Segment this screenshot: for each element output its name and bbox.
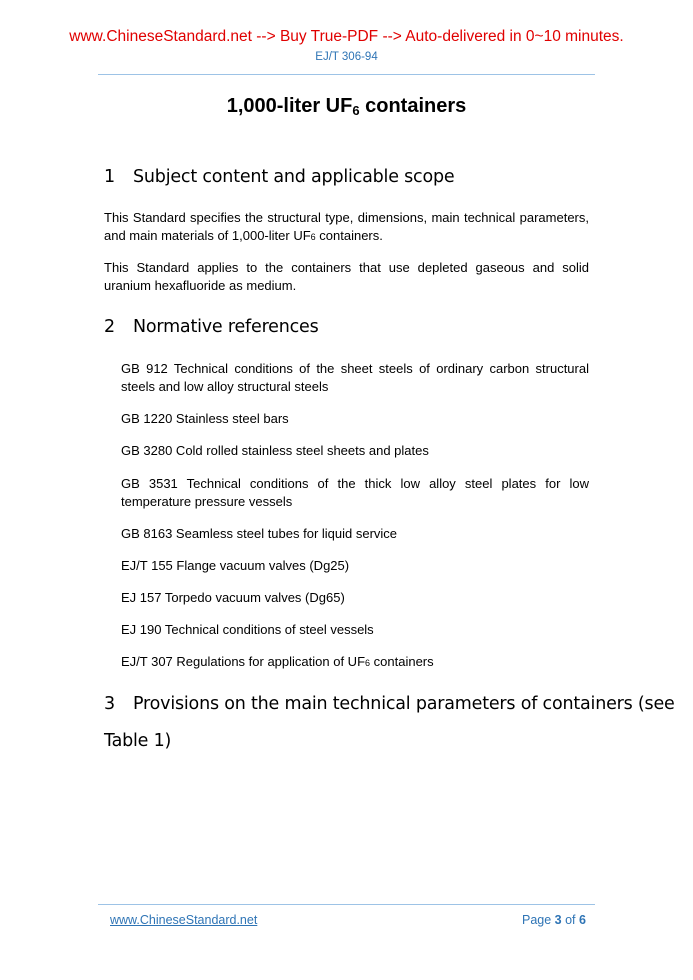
- document-number: EJ/T 306-94: [315, 51, 378, 63]
- reference-item-last: [121, 653, 589, 672]
- header-divider: [98, 74, 595, 75]
- reference-item: GB 8163 Seamless steel tubes for liquid service: [121, 526, 398, 541]
- section-1-title: Subject content and applicable scope: [133, 167, 455, 187]
- section-3-title-line1: Provisions on the main technical parameters of containers (see: [133, 694, 675, 714]
- header-banner[interactable]: www.ChineseStandard.net --> Buy True-PDF --> Auto-delivered in 0~10 minutes.: [69, 28, 624, 45]
- section-3-heading-continued: Table 1): [104, 731, 172, 751]
- section-2-title: Normative references: [133, 317, 319, 337]
- section-2-heading: [104, 317, 319, 337]
- last-ref-subscript: 6: [365, 658, 371, 668]
- footer-link[interactable]: www.ChineseStandard.net: [110, 913, 258, 927]
- reference-item: EJ 157 Torpedo vacuum valves (Dg65): [121, 590, 345, 605]
- page-title: [0, 95, 693, 118]
- last-ref-text: EJ/T 307 Regulations for application of UF: [121, 654, 366, 669]
- section-1-paragraph-2: This Standard applies to the containers that use depleted gaseous and solid uranium hexafluoride as medium.: [104, 260, 589, 293]
- page-total: 6: [579, 913, 586, 927]
- title-text-before: 1,000-liter UF: [226, 95, 353, 117]
- page-prefix: Page: [522, 913, 555, 927]
- section-1-number: 1: [104, 167, 115, 187]
- last-ref-text-end: containers: [370, 654, 434, 669]
- section-3-number: 3: [104, 694, 115, 714]
- para1-text-end: containers.: [315, 228, 383, 243]
- para1-text: This Standard specifies the structural type, dimensions, main technical parameters, and main materials of 1,000-liter UF: [104, 210, 589, 243]
- section-2-number: 2: [104, 317, 115, 337]
- page-separator: of: [561, 913, 579, 927]
- reference-item: EJ 190 Technical conditions of steel vessels: [121, 622, 374, 637]
- reference-item: GB 3531 Technical conditions of the thick low alloy steel plates for low temperature pressure vessels: [121, 476, 589, 509]
- reference-item: GB 3280 Cold rolled stainless steel sheets and plates: [121, 443, 429, 458]
- para1-subscript: 6: [310, 232, 316, 242]
- reference-item: EJ/T 155 Flange vacuum valves (Dg25): [121, 558, 350, 573]
- title-subscript: 6: [352, 103, 360, 118]
- footer-divider: [98, 904, 595, 905]
- section-1-heading: [104, 167, 454, 187]
- section-3-heading: [104, 694, 675, 714]
- section-1-paragraph-1: [104, 209, 589, 246]
- page-indicator: [522, 913, 586, 927]
- title-text-after: containers: [359, 95, 467, 117]
- page-current: 3: [554, 913, 562, 927]
- reference-item: GB 1220 Stainless steel bars: [121, 411, 289, 426]
- reference-item: GB 912 Technical conditions of the sheet steels of ordinary carbon structural steels and low alloy structural steels: [121, 361, 589, 394]
